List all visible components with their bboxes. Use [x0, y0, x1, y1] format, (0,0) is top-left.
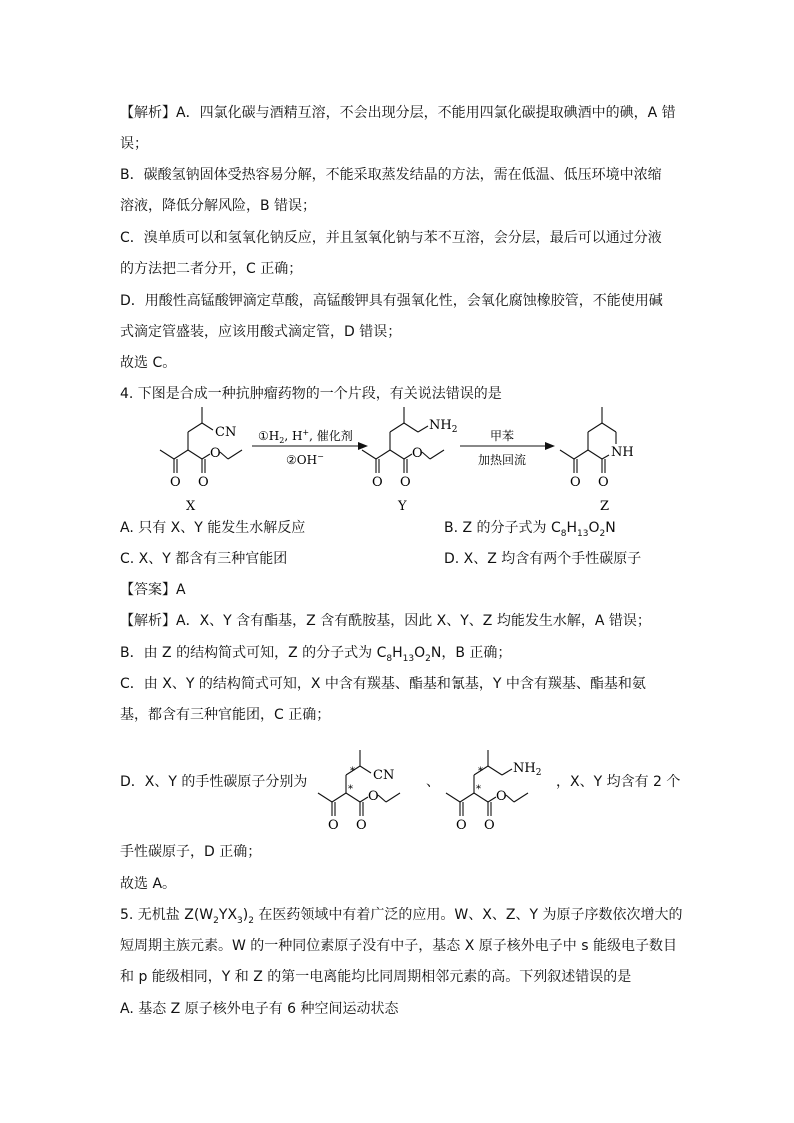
- reagent-top-sup: +: [302, 428, 310, 437]
- x-cn-label: CN: [215, 425, 237, 440]
- option-c: C. X、Y 都含有三种官能团: [120, 551, 288, 567]
- q3-analysis-d-line1: D．用酸性高锰酸钾滴定草酸，高锰酸钾具有强氧化性，会氧化腐蚀橡胶管，不能使用碱: [120, 293, 663, 309]
- q3-analysis-c-line2: 的方法把二者分开，C 正确；: [120, 261, 303, 277]
- q4-analysis-b-h: H: [392, 645, 403, 661]
- chiral-structure-x: [318, 750, 400, 816]
- q3-analysis-c-line1: C．溴单质可以和氢氧化钠反应，并且氢氧化钠与苯不互溶，会分层，最后可以通过分液: [120, 230, 662, 246]
- z-oxygen-2: O: [598, 475, 609, 490]
- reagent-bottom-sup: −: [317, 452, 324, 461]
- q3-analysis-b-line1: B．碳酸氢钠固体受热容易分解，不能采取蒸发结晶的方法，需在低温、低压环境中浓缩: [120, 167, 662, 183]
- chiral-y-nh2: NH: [513, 761, 536, 776]
- q5-option-a: A. 基态 Z 原子核外电子有 6 种空间运动状态: [120, 1001, 399, 1017]
- reagent-top-2: , H: [284, 429, 303, 443]
- q4-answer: 【答案】A: [120, 582, 186, 598]
- q4-analysis-b-sub3: 2: [425, 653, 431, 664]
- q5-sub1: 2: [213, 915, 219, 926]
- arrow-1-head: [358, 442, 368, 450]
- q4-analysis-b-sub2: 13: [402, 653, 415, 664]
- y-nh2-label: NH: [429, 418, 452, 433]
- chiral-y-nh2-sub: 2: [535, 768, 542, 778]
- q4-analysis-b-suffix: ，B 正确；: [441, 645, 512, 661]
- reagent-top-3: , 催化剂: [309, 429, 353, 443]
- z-oxygen-1: O: [570, 475, 581, 490]
- q4-analysis-d-line2: 手性碳原子，D 正确；: [120, 844, 262, 860]
- chiral-x-oxygen-1: O: [328, 818, 339, 833]
- q3-analysis-d-line2: 式滴定管盛装，应该用酸式滴定管，D 错误；: [120, 324, 402, 340]
- q3-conclusion: 故选 C。: [120, 355, 177, 371]
- q5-line1-suffix: 在医药领域中有着广泛的应用。W、X、Z、Y 为原子序数依次增大的: [253, 907, 683, 923]
- q5-line3: 和 p 能级相同，Y 和 Z 的第一电离能均比同周期相邻元素的高。下列叙述错误的是: [120, 969, 632, 985]
- y-oxygen-2: O: [400, 475, 411, 490]
- q5-sub2: 3: [237, 915, 243, 926]
- q5-line1-close: ): [242, 907, 249, 923]
- q4-analysis-b-o: O: [414, 645, 426, 661]
- chiral-x-star-2: *: [348, 784, 353, 795]
- label-x: X: [186, 499, 196, 514]
- y-oxygen-3: O: [412, 446, 423, 461]
- chiral-y-oxygen-1: O: [456, 818, 467, 833]
- option-b-o: O: [588, 520, 600, 536]
- label-y: Y: [398, 499, 407, 514]
- q5-line1-mid: YX: [218, 907, 238, 923]
- q4-conclusion: 故选 A。: [120, 876, 177, 892]
- structure-x: [160, 407, 242, 473]
- svg-text:①H2, H+, 催化剂: [258, 428, 353, 445]
- condition-bottom: 加热回流: [478, 453, 527, 467]
- condition-top: 甲苯: [490, 429, 515, 443]
- q3-analysis-a-line1: 【解析】A．四氯化碳与酒精互溶，不会出现分层，不能用四氯化碳提取碘酒中的碘，A 错: [120, 105, 676, 121]
- q5-line1: [120, 905, 683, 931]
- structure-z: [560, 407, 616, 473]
- q4-analysis-b-sub1: 8: [386, 653, 393, 664]
- reaction-scheme: [140, 402, 660, 520]
- option-b-prefix: B. Z 的分子式为 C: [444, 520, 561, 536]
- option-b: [444, 518, 616, 544]
- option-a: A. 只有 X、Y 能发生水解反应: [120, 520, 306, 536]
- q4-analysis-d-prefix: D．X、Y 的手性碳原子分别为: [120, 774, 308, 790]
- q5-sub3: 2: [248, 915, 254, 926]
- option-b-n: N: [605, 520, 616, 536]
- chiral-x-oxygen-2: O: [356, 818, 367, 833]
- q5-line2: 短周期主族元素。W 的一种同位素原子没有中子，基态 X 原子核外电子中 s 能级电子数目: [120, 938, 677, 954]
- q4-analysis-c-line2: 基，都含有三种官能团，C 正确；: [120, 707, 331, 723]
- structure-y: [362, 407, 444, 473]
- q4-analysis-d-suffix: ，X、Y 均含有 2 个: [556, 774, 681, 790]
- q5-line1-prefix: 5. 无机盐 Z(W: [120, 907, 214, 923]
- chiral-y-star-1: *: [478, 766, 483, 777]
- reagent-bottom: ②OH: [286, 453, 318, 467]
- chiral-y-oxygen-2: O: [484, 818, 495, 833]
- svg-text:②OH−: [286, 452, 324, 467]
- chiral-structure-y: [446, 750, 528, 816]
- chiral-x-cn: CN: [373, 768, 395, 783]
- label-z: Z: [600, 499, 610, 514]
- chiral-x-star-1: *: [350, 766, 355, 777]
- chiral-structures: [310, 740, 560, 835]
- chiral-y-star-2: *: [476, 784, 481, 795]
- q4-analysis-b-prefix: B．由 Z 的结构简式可知，Z 的分子式为 C: [120, 645, 387, 661]
- option-b-h: H: [566, 520, 578, 536]
- chiral-y-oxygen-3: O: [496, 789, 507, 804]
- x-oxygen-3: O: [210, 446, 221, 461]
- q4-analysis-c-line1: C．由 X、Y 的结构简式可知，X 中含有羰基、酯基和氰基，Y 中含有羰基、酯基和氨: [120, 676, 646, 692]
- option-b-sub3: 2: [599, 528, 606, 539]
- chiral-x-oxygen-3: O: [368, 789, 379, 804]
- option-d: D. X、Z 均含有两个手性碳原子: [444, 551, 642, 567]
- reagent-top-1: ①H: [258, 429, 280, 443]
- q4-analysis-d-separator: 、: [426, 774, 440, 790]
- svg-text:NH2: [429, 418, 457, 435]
- q4-stem: 4. 下图是合成一种抗肿瘤药物的一个片段，有关说法错误的是: [120, 386, 502, 402]
- reagent-top-sub: 2: [279, 436, 285, 445]
- svg-text:NH2: [513, 761, 541, 778]
- q4-analysis-b: [120, 643, 680, 669]
- q3-analysis-b-line2: 溶液，降低分解风险，B 错误；: [120, 198, 317, 214]
- q4-analysis-a: 【解析】A．X、Y 含有酯基，Z 含有酰胺基，因此 X、Y、Z 均能发生水解，A 错误；: [120, 613, 651, 629]
- y-oxygen-1: O: [372, 475, 383, 490]
- option-b-sub2: 13: [577, 528, 589, 539]
- x-oxygen-2: O: [198, 475, 209, 490]
- q4-analysis-b-n: N: [430, 645, 442, 661]
- q3-analysis-a-line2: 误；: [120, 136, 148, 152]
- z-nh-label: NH: [611, 445, 634, 460]
- arrow-2-head: [545, 442, 555, 450]
- y-nh2-subscript: 2: [451, 425, 458, 435]
- option-b-sub1: 8: [560, 528, 567, 539]
- x-oxygen-1: O: [170, 475, 181, 490]
